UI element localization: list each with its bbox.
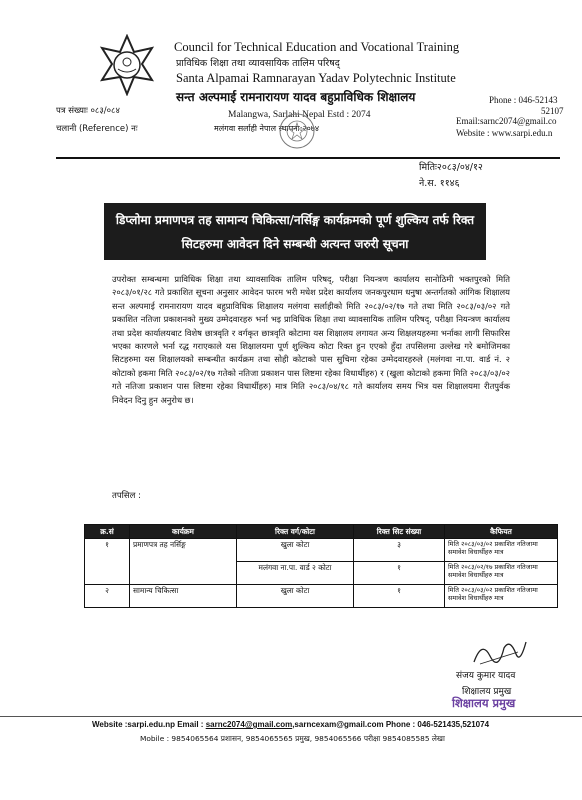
institute-name-en: Santa Alpamai Ramnarayan Yadav Polytechnic Institute (176, 71, 456, 85)
council-name-np: प्राविधिक शिक्षा तथा व्यावसायिक तालिम परिषद् (176, 58, 340, 69)
cell-seats: १ (354, 562, 445, 585)
notice-banner (104, 203, 486, 260)
col-remark: कैफियत (445, 525, 558, 539)
institute-name-np: सन्त अल्पमाई रामनारायण यादव बहुप्राविधिक शिक्षालय (176, 90, 416, 104)
cell-remark: मिति २०८३/०३/०२ प्रकाशित नतिजामा समावेश विधार्थीहरु मात्र (445, 539, 558, 562)
patra-sankhya: पत्र संख्याः ०८३/०८४ (56, 106, 120, 116)
footer-contact-line (92, 720, 489, 729)
nepal-sambat: ने.स. ११४६ (419, 178, 460, 189)
cell-remark: मिति २०८३/०३/०२ प्रकाशित नतिजामा समावेश विधार्थीहरु मात्र (445, 585, 558, 608)
cell-program: प्रमाणपत्र तह नर्सिङ्ग (130, 539, 237, 585)
col-sn: क्र.सं (85, 525, 130, 539)
cell-sn: २ (85, 585, 130, 608)
header-phone-2: 52107 (541, 106, 564, 116)
col-quota: रिक्त वर्ग/कोटा (237, 525, 354, 539)
header-website: Website : www.sarpi.edu.n (456, 128, 553, 138)
cell-remark: मिति २०८३/०२/१७ प्रकाशित नतिजामा समावेश विधार्थीहरु मात्र (445, 562, 558, 585)
table-header-row (85, 525, 558, 539)
table-row (85, 539, 558, 562)
header-phone: Phone : 046-52143 (489, 95, 558, 105)
banner-line-1: डिप्लोमा प्रमाणपत्र तह सामान्य चिकित्सा/नर्सिङ्ग कार्यक्रमको पूर्ण शुल्किय तर्फ रिक्त (115, 213, 475, 227)
footer-phone: Phone : 046-521435,521074 (385, 720, 490, 729)
notice-date: मितिः२०८३/०४/१२ (419, 162, 483, 173)
address-en: Malangwa, Sarlahi Nepal Estd : 2074 (228, 110, 371, 120)
header-email: Email:sarnc2074@gmail.co (456, 116, 557, 126)
footer-divider (0, 716, 582, 717)
cell-sn: १ (85, 539, 130, 585)
signature-scribble (470, 634, 530, 668)
footer-email-link[interactable]: sarnc2074@gmail.com (205, 720, 293, 729)
signatory-title: शिक्षालय प्रमुख (462, 687, 512, 697)
cell-program: सामान्य चिकित्सा (130, 585, 237, 608)
cell-quota: खुला कोटा (237, 539, 354, 562)
signatory-name: संजय कुमार यादव (456, 671, 516, 681)
footer-mobile: Mobile : 9854065564 प्रशासन, 9854065565 प्रमुख, 9854065566 परीक्षा 9854085585 लेखा (140, 734, 445, 743)
council-name-en: Council for Technical Education and Vocational Training (174, 40, 460, 54)
col-program: कार्यक्रम (130, 525, 237, 539)
tapasil-label: तपसिल : (112, 491, 141, 501)
header-divider (56, 157, 560, 159)
cell-seats: १ (354, 585, 445, 608)
chalani-number: चलानी (Reference) नः (56, 124, 138, 134)
institute-seal (278, 112, 316, 150)
col-seats: रिक्त सिट संख्या (354, 525, 445, 539)
cell-seats: ३ (354, 539, 445, 562)
footer-email-2: ,sarncexam@gmail.com (292, 720, 384, 729)
table-row (85, 585, 558, 608)
cell-quota: खुला कोटा (237, 585, 354, 608)
signatory-stamp: शिक्षालय प्रमुख (452, 696, 516, 710)
cell-quota: मलंगवा ना.पा. वार्ड २ कोटा (237, 562, 354, 585)
vacancy-table (84, 524, 558, 608)
notice-body: उपरोक्त सम्बन्धमा प्राविधिक शिक्षा तथा व्यावसायिक तालिम परिषद्, परीक्षा नियन्त्रण कार्यालय सानोठिमी भक्तपुरको मिति २०८३/०१/२८ गते प्रकाशित सूचना अनुसार आवेदन फारम भरी मधेश प्रदेश कार्यालय जनकपुरधाम धनुषा अन्तर्गतको आंगिक शिक्षालय सन्त अल्पमाई रामनारायण यादव बहुप्राविधिक शिक्षालय मलंगवा सर्लाहीको मिति २०८३/०२/१७ गते तथा मिति २०८३/०३/०२ गते प्रकाशित नतिजा प्रकाशनको मुख्य उम्मेदवारहरु भर्ना भइ प्राविधिक शिक्षा तथा व्यावसायिक तालिम परिषद्, परीक्षा नियन्त्रण कार्यालय तथा प्रदेश कार्यालयबाट विशेष छात्रवृति र वर्गकृत छात्रवृति कोटामा यस शिक्षालय लगायत अन्य शिक्षलयहरुमा भर्नाका लागी सिफारिस भएका कारणले भर्ना रद्ध गराएकाले यस शिक्षालयमा पूर्ण शुल्किय कोटा रिक्त हुन एएको हुँदा तपसिलमा उल्लेख गरे बमोजिमका सिटहरुमा यस शिक्षालयको सम्बन्धीत कार्यक्रम तथा सोही कोटाको पास सुचिमा रहेका उम्मेदवारहरुले (मलंगवा ना.पा. वार्ड नं. २ कोटाको हकमा मिति २०८३/०२/१७ गतेको नतिजा प्रकाशन पास लिष्टमा रहेका विधार्थीहरु) र (खुला कोटाको हकमा मिति २०८३/०३/०२ गते नतिजा प्रकाशन पास लिष्टमा रहेका विधार्थीहरु) मात्र मिति २०८३/०४/१८ गते कार्यालय समय भित्र यस शिक्षालयमा रीतपुर्वक निवेदन दिनु हुन अनुरोध छ। (112, 274, 510, 405)
banner-line-2: सिटहरुमा आवेदन दिने सम्बन्धी अत्यन्त जरुरी सूचना (181, 237, 409, 251)
footer-website: Website :sarpi.edu.np (92, 720, 175, 729)
footer-email-label: Email : (177, 720, 204, 729)
address-np: मलंगवा सर्लाही नेपाल स्थापना:२०७४ (214, 124, 320, 133)
ctevt-logo (96, 34, 158, 96)
